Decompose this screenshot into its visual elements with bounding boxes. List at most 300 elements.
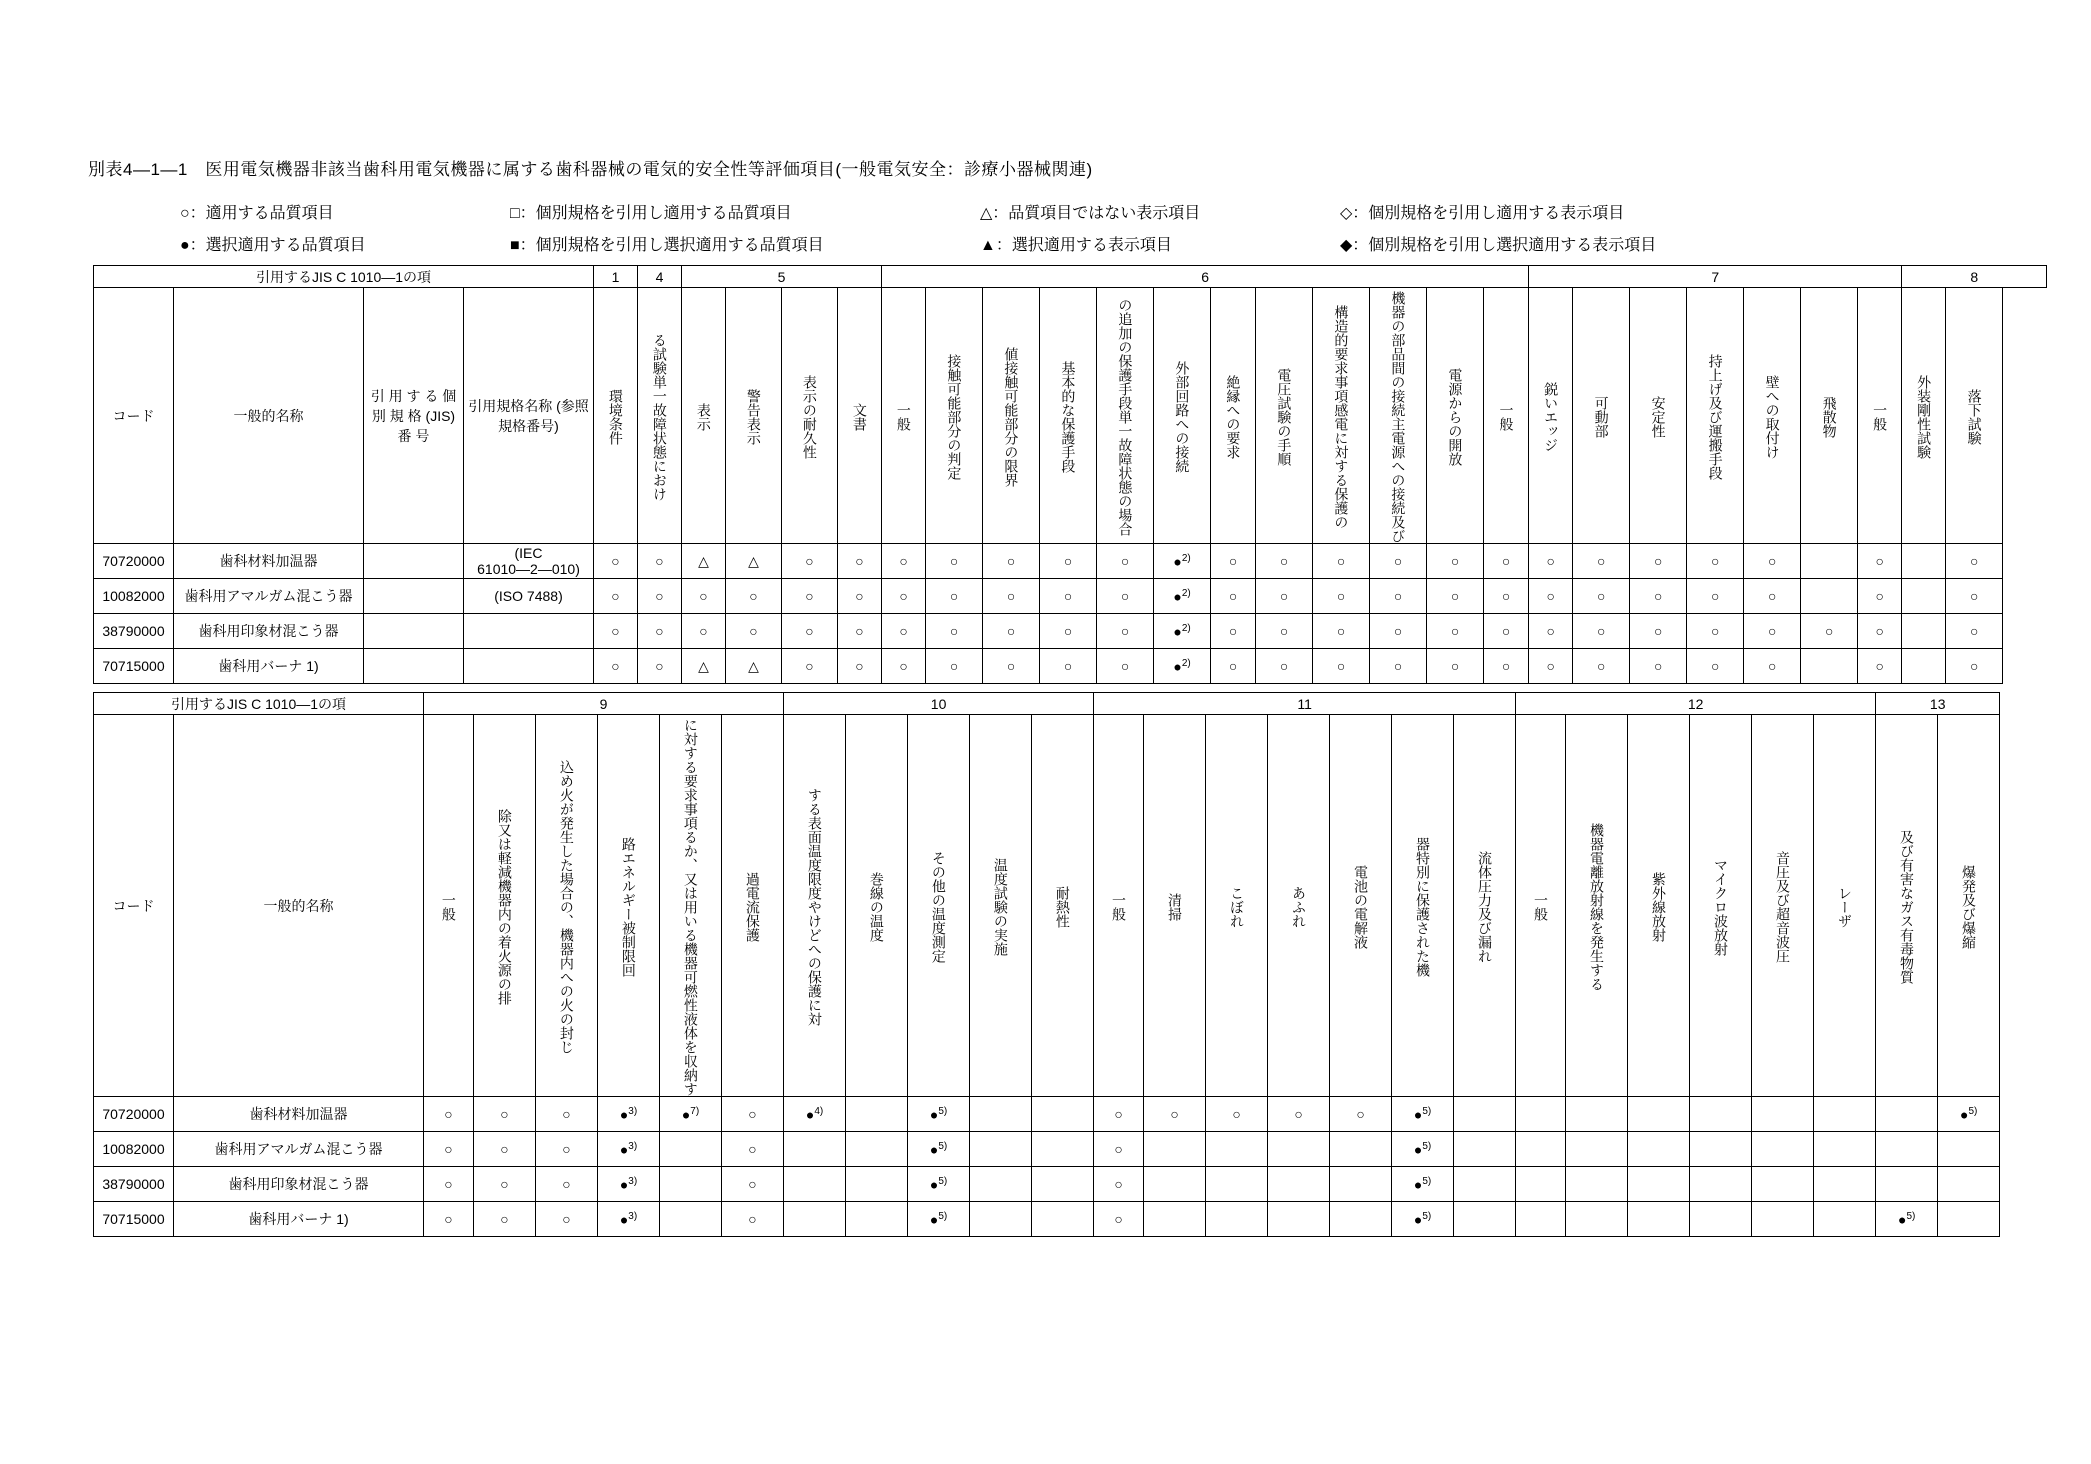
- table-row: [94, 614, 2047, 649]
- cell-mark: ○: [536, 1097, 598, 1132]
- cell-mark: ○: [1097, 649, 1154, 684]
- cell-mark: ○: [722, 1167, 784, 1202]
- col-header-14: 電圧試験の手順: [1256, 288, 1313, 544]
- cell-mark: ○: [1484, 579, 1529, 614]
- cell-mark: ●$^{3)}$: [598, 1202, 660, 1237]
- jis-header-1: 引用するJIS C 1010―1の項: [94, 266, 594, 288]
- col2-header-24: レーザ: [1814, 715, 1876, 1097]
- cell-mark: [1206, 1167, 1268, 1202]
- cell-mark: △: [682, 544, 726, 579]
- row-jis-no: [364, 614, 464, 649]
- row-code: 38790000: [94, 1167, 174, 1202]
- group-number-1: 1: [594, 266, 638, 288]
- cell-mark: ○: [926, 544, 983, 579]
- col-header-18: 一般: [1484, 288, 1529, 544]
- cell-mark: [1454, 1097, 1516, 1132]
- legend-item-diamond: ◇：個別規格を引用し適用する表示項目: [1340, 205, 1625, 222]
- cell-mark: [1902, 579, 1946, 614]
- cell-mark: ○: [1211, 579, 1256, 614]
- col2-header-3: 込め火が発生した場合の、機器内への火の封じ: [536, 715, 598, 1097]
- cell-mark: ○: [1370, 649, 1427, 684]
- cell-mark: ○: [1744, 544, 1801, 579]
- cell-mark: ○: [1211, 544, 1256, 579]
- cell-mark: ○: [1630, 649, 1687, 684]
- cell-mark: ○: [1313, 614, 1370, 649]
- cell-mark: ○: [722, 1202, 784, 1237]
- cell-mark: ●$^{3)}$: [598, 1167, 660, 1202]
- cell-mark: [1902, 614, 1946, 649]
- cell-mark: [1814, 1132, 1876, 1167]
- cell-mark: ○: [1256, 544, 1313, 579]
- cell-mark: [1516, 1132, 1566, 1167]
- col-header-1: 環境条件: [594, 288, 638, 544]
- cell-mark: ○: [1427, 649, 1484, 684]
- cell-mark: [1032, 1097, 1094, 1132]
- cell-mark: ○: [1946, 544, 2003, 579]
- cell-mark: ○: [1330, 1097, 1392, 1132]
- cell-mark: ○: [1094, 1132, 1144, 1167]
- cell-mark: ○: [1687, 614, 1744, 649]
- header-code-1: コード: [94, 288, 174, 544]
- col-header-5: 表示の耐久性: [782, 288, 838, 544]
- col-header-17: 電源からの開放: [1427, 288, 1484, 544]
- col-header-9: 値接触可能部分の限界: [983, 288, 1040, 544]
- col-header-25: 一般: [1858, 288, 1902, 544]
- col2-header-25: 及び有害なガス有毒物質: [1876, 715, 1938, 1097]
- cell-mark: [1938, 1202, 2000, 1237]
- cell-mark: [1144, 1167, 1206, 1202]
- cell-mark: ●$^{5)}$: [1876, 1202, 1938, 1237]
- cell-mark: ○: [882, 544, 926, 579]
- col2-header-23: 音圧及び超音波圧: [1752, 715, 1814, 1097]
- cell-mark: ○: [1268, 1097, 1330, 1132]
- cell-mark: ○: [882, 649, 926, 684]
- col-header-10: 基本的な保護手段: [1040, 288, 1097, 544]
- row-ref-name: [464, 649, 594, 684]
- cell-mark: [1516, 1167, 1566, 1202]
- cell-mark: ○: [1946, 649, 2003, 684]
- cell-mark: ○: [1946, 579, 2003, 614]
- table-row: [94, 1202, 2000, 1237]
- col-header-7: 一般: [882, 288, 926, 544]
- col-header-3: 表示: [682, 288, 726, 544]
- cell-mark: ○: [726, 614, 782, 649]
- cell-mark: ○: [1573, 579, 1630, 614]
- group-number-12: 12: [1516, 693, 1876, 715]
- cell-mark: ○: [536, 1167, 598, 1202]
- row-ref-name: (IEC 61010―2―010): [464, 544, 594, 579]
- cell-mark: ●$^{2)}$: [1154, 649, 1211, 684]
- cell-mark: ○: [1946, 614, 2003, 649]
- cell-mark: [1938, 1132, 2000, 1167]
- col2-header-21: 紫外線放射: [1628, 715, 1690, 1097]
- cell-mark: ○: [1427, 579, 1484, 614]
- row-jis-no: [364, 544, 464, 579]
- cell-mark: [846, 1202, 908, 1237]
- cell-mark: ○: [722, 1097, 784, 1132]
- cell-mark: [1752, 1167, 1814, 1202]
- cell-mark: [1628, 1132, 1690, 1167]
- row-code: 70720000: [94, 1097, 174, 1132]
- cell-mark: [1032, 1202, 1094, 1237]
- cell-mark: [1876, 1167, 1938, 1202]
- cell-mark: [970, 1097, 1032, 1132]
- cell-mark: [660, 1132, 722, 1167]
- cell-mark: [970, 1167, 1032, 1202]
- cell-mark: ○: [424, 1132, 474, 1167]
- row-name: 歯科用アマルガム混こう器: [174, 1132, 424, 1167]
- cell-mark: ○: [782, 544, 838, 579]
- cell-mark: ○: [1040, 614, 1097, 649]
- cell-mark: ●$^{5)}$: [1938, 1097, 2000, 1132]
- cell-mark: ○: [594, 544, 638, 579]
- evaluation-table-1: [93, 265, 2047, 684]
- cell-mark: [1801, 544, 1858, 579]
- col-header-20: 可動部: [1573, 288, 1630, 544]
- cell-mark: ○: [1313, 579, 1370, 614]
- cell-mark: ○: [1630, 614, 1687, 649]
- cell-mark: ○: [638, 614, 682, 649]
- cell-mark: ○: [638, 544, 682, 579]
- legend-item-filled-square: ■：個別規格を引用し選択適用する品質項目: [510, 237, 824, 254]
- cell-mark: ○: [838, 579, 882, 614]
- cell-mark: ●$^{2)}$: [1154, 579, 1211, 614]
- cell-mark: ○: [1529, 544, 1573, 579]
- header-jis-number: 引 用 す る 個 別 規 格 (JIS)番 号: [364, 288, 464, 544]
- cell-mark: ●$^{3)}$: [598, 1132, 660, 1167]
- cell-mark: [1032, 1167, 1094, 1202]
- cell-mark: [1566, 1097, 1628, 1132]
- cell-mark: ●$^{2)}$: [1154, 544, 1211, 579]
- col2-header-19: 一般: [1516, 715, 1566, 1097]
- cell-mark: ●$^{5)}$: [908, 1202, 970, 1237]
- cell-mark: ○: [536, 1132, 598, 1167]
- cell-mark: ○: [1529, 649, 1573, 684]
- cell-mark: [846, 1097, 908, 1132]
- row-name: 歯科材料加温器: [174, 1097, 424, 1132]
- legend-item-circle: ○：適用する品質項目: [180, 205, 334, 222]
- cell-mark: [1814, 1202, 1876, 1237]
- col-header-15: 構造的要求事項感電に対する保護の: [1313, 288, 1370, 544]
- cell-mark: [784, 1132, 846, 1167]
- row-name: 歯科材料加温器: [174, 544, 364, 579]
- cell-mark: [1144, 1202, 1206, 1237]
- group-number-10: 10: [784, 693, 1094, 715]
- cell-mark: ○: [838, 614, 882, 649]
- cell-mark: ○: [926, 579, 983, 614]
- cell-mark: ○: [1573, 544, 1630, 579]
- table-row: [94, 1167, 2000, 1202]
- header-ref-standard: 引用規格名称 (参照規格番号): [464, 288, 594, 544]
- cell-mark: ○: [424, 1097, 474, 1132]
- row-name: 歯科用印象材混こう器: [174, 1167, 424, 1202]
- cell-mark: ○: [1858, 579, 1902, 614]
- cell-mark: [1566, 1132, 1628, 1167]
- group-number-5: 5: [682, 266, 882, 288]
- cell-mark: ○: [594, 579, 638, 614]
- cell-mark: ●$^{4)}$: [784, 1097, 846, 1132]
- cell-mark: ○: [1801, 614, 1858, 649]
- cell-mark: ○: [782, 649, 838, 684]
- row-code: 70715000: [94, 649, 174, 684]
- cell-mark: ○: [722, 1132, 784, 1167]
- cell-mark: [1752, 1097, 1814, 1132]
- cell-mark: ○: [882, 614, 926, 649]
- cell-mark: [784, 1202, 846, 1237]
- col-header-12: 外部回路への接続: [1154, 288, 1211, 544]
- row-name: 歯科用印象材混こう器: [174, 614, 364, 649]
- cell-mark: ○: [983, 579, 1040, 614]
- cell-mark: ○: [1529, 579, 1573, 614]
- legend-item-triangle: △：品質項目ではない表示項目: [980, 205, 1201, 222]
- cell-mark: ○: [983, 614, 1040, 649]
- cell-mark: [1814, 1167, 1876, 1202]
- cell-mark: ○: [1744, 614, 1801, 649]
- cell-mark: [784, 1167, 846, 1202]
- col-header-4: 警告表示: [726, 288, 782, 544]
- cell-mark: ○: [1630, 544, 1687, 579]
- cell-mark: ○: [1094, 1097, 1144, 1132]
- cell-mark: [1628, 1097, 1690, 1132]
- cell-mark: [1690, 1097, 1752, 1132]
- cell-mark: [1144, 1132, 1206, 1167]
- cell-mark: ○: [1744, 649, 1801, 684]
- cell-mark: ○: [1206, 1097, 1268, 1132]
- cell-mark: [1690, 1202, 1752, 1237]
- col-header-22: 持上げ及び運搬手段: [1687, 288, 1744, 544]
- cell-mark: ●$^{3)}$: [598, 1097, 660, 1132]
- col-header-16: 機器の部品間の接続主電源への接続及び: [1370, 288, 1427, 544]
- cell-mark: △: [726, 649, 782, 684]
- cell-mark: ○: [1484, 544, 1529, 579]
- col2-header-5: に対する要求事項るか、又は用いる機器可燃性液体を収納す: [660, 715, 722, 1097]
- table-row: [94, 649, 2047, 684]
- cell-mark: ○: [1573, 649, 1630, 684]
- cell-mark: ○: [838, 649, 882, 684]
- cell-mark: [660, 1167, 722, 1202]
- cell-mark: ○: [1484, 614, 1529, 649]
- cell-mark: [1454, 1132, 1516, 1167]
- col-header-26: 外装剛性試験: [1902, 288, 1946, 544]
- cell-mark: [1801, 649, 1858, 684]
- row-code: 70720000: [94, 544, 174, 579]
- cell-mark: ○: [682, 614, 726, 649]
- cell-mark: [1330, 1132, 1392, 1167]
- cell-mark: ○: [1858, 614, 1902, 649]
- cell-mark: ○: [1211, 614, 1256, 649]
- cell-mark: [1566, 1202, 1628, 1237]
- group-number-6: 6: [882, 266, 1529, 288]
- row-code: 70715000: [94, 1202, 174, 1237]
- group-number-4: 4: [638, 266, 682, 288]
- cell-mark: ○: [1858, 649, 1902, 684]
- cell-mark: ○: [926, 614, 983, 649]
- cell-mark: [1206, 1202, 1268, 1237]
- col2-header-1: 一般: [424, 715, 474, 1097]
- cell-mark: [1902, 649, 1946, 684]
- cell-mark: ○: [594, 614, 638, 649]
- cell-mark: ○: [983, 544, 1040, 579]
- cell-mark: ○: [682, 579, 726, 614]
- evaluation-table-2: [93, 692, 2000, 1237]
- group-number-9: 9: [424, 693, 784, 715]
- row-jis-no: [364, 649, 464, 684]
- cell-mark: [1690, 1132, 1752, 1167]
- cell-mark: △: [682, 649, 726, 684]
- cell-mark: ○: [474, 1097, 536, 1132]
- legend-item-square: □：個別規格を引用し適用する品質項目: [510, 205, 792, 222]
- cell-mark: ○: [1370, 579, 1427, 614]
- col-header-19: 鋭いエッジ: [1529, 288, 1573, 544]
- cell-mark: ○: [1094, 1202, 1144, 1237]
- cell-mark: ●$^{5)}$: [1392, 1132, 1454, 1167]
- cell-mark: [1628, 1202, 1690, 1237]
- cell-mark: ○: [474, 1202, 536, 1237]
- col2-header-4: 路エネルギー被制限回: [598, 715, 660, 1097]
- cell-mark: [1268, 1132, 1330, 1167]
- col2-header-17: 器特別に保護された機: [1392, 715, 1454, 1097]
- cell-mark: ○: [1427, 544, 1484, 579]
- col-header-24: 飛散物: [1801, 288, 1858, 544]
- cell-mark: ○: [782, 579, 838, 614]
- cell-mark: ○: [1211, 649, 1256, 684]
- cell-mark: [1206, 1132, 1268, 1167]
- cell-mark: ●$^{2)}$: [1154, 614, 1211, 649]
- group-number-11: 11: [1094, 693, 1516, 715]
- row-name: 歯科用バーナ 1): [174, 1202, 424, 1237]
- cell-mark: [1690, 1167, 1752, 1202]
- col2-header-18: 流体圧力及び漏れ: [1454, 715, 1516, 1097]
- cell-mark: ○: [1256, 614, 1313, 649]
- cell-mark: ○: [1630, 579, 1687, 614]
- cell-mark: △: [726, 544, 782, 579]
- cell-mark: ○: [1370, 614, 1427, 649]
- col2-header-7: する表面温度限度やけどへの保護に対: [784, 715, 846, 1097]
- cell-mark: [1938, 1167, 2000, 1202]
- cell-mark: ○: [638, 649, 682, 684]
- cell-mark: ●$^{5)}$: [1392, 1202, 1454, 1237]
- col-header-2: る試験単一故障状態におけ: [638, 288, 682, 544]
- cell-mark: ○: [1097, 579, 1154, 614]
- cell-mark: ○: [474, 1167, 536, 1202]
- cell-mark: ○: [1313, 649, 1370, 684]
- col2-header-8: 巻線の温度: [846, 715, 908, 1097]
- cell-mark: ○: [638, 579, 682, 614]
- col2-header-10: 温度試験の実施: [970, 715, 1032, 1097]
- cell-mark: [1752, 1202, 1814, 1237]
- row-code: 10082000: [94, 1132, 174, 1167]
- page-title: 別表4―1―1 医用電気機器非該当歯科用電気機器に属する歯科器械の電気的安全性等評価項目(一般電気安全：診療小器械関連): [88, 160, 1093, 179]
- cell-mark: ○: [424, 1202, 474, 1237]
- col2-header-11: 耐熱性: [1032, 715, 1094, 1097]
- cell-mark: [1268, 1167, 1330, 1202]
- row-name: 歯科用アマルガム混こう器: [174, 579, 364, 614]
- row-ref-name: (ISO 7488): [464, 579, 594, 614]
- legend-item-filled-triangle: ▲：選択適用する表示項目: [980, 237, 1172, 254]
- cell-mark: ○: [424, 1167, 474, 1202]
- table-row: [94, 544, 2047, 579]
- cell-mark: [1032, 1132, 1094, 1167]
- row-name: 歯科用バーナ 1): [174, 649, 364, 684]
- table-row: [94, 1097, 2000, 1132]
- cell-mark: ○: [1573, 614, 1630, 649]
- cell-mark: ●$^{5)}$: [908, 1097, 970, 1132]
- cell-mark: ●$^{5)}$: [1392, 1097, 1454, 1132]
- group-number-13: 13: [1876, 693, 2000, 715]
- group-number-8: 8: [1902, 266, 2047, 288]
- legend-item-filled-circle: ●：選択適用する品質項目: [180, 237, 366, 254]
- cell-mark: ●$^{5)}$: [1392, 1167, 1454, 1202]
- cell-mark: ○: [1687, 544, 1744, 579]
- cell-mark: [1516, 1097, 1566, 1132]
- cell-mark: [660, 1202, 722, 1237]
- cell-mark: [1566, 1167, 1628, 1202]
- cell-mark: ○: [726, 579, 782, 614]
- cell-mark: [1752, 1132, 1814, 1167]
- header-generic-name-1: 一般的名称: [174, 288, 364, 544]
- cell-mark: ○: [1313, 544, 1370, 579]
- header-generic-name-2: 一般的名称: [174, 715, 424, 1097]
- col2-header-16: 電池の電解液: [1330, 715, 1392, 1097]
- cell-mark: ○: [1744, 579, 1801, 614]
- cell-mark: ○: [1858, 544, 1902, 579]
- cell-mark: ○: [1256, 579, 1313, 614]
- cell-mark: ●$^{7)}$: [660, 1097, 722, 1132]
- cell-mark: ○: [1144, 1097, 1206, 1132]
- cell-mark: [1876, 1132, 1938, 1167]
- row-ref-name: [464, 614, 594, 649]
- col2-header-15: あふれ: [1268, 715, 1330, 1097]
- col2-header-22: マイクロ波放射: [1690, 715, 1752, 1097]
- cell-mark: ○: [1427, 614, 1484, 649]
- cell-mark: [1454, 1202, 1516, 1237]
- cell-mark: ○: [474, 1132, 536, 1167]
- col2-header-2: 除又は軽減機器内の着火源の排: [474, 715, 536, 1097]
- col2-header-14: こぼれ: [1206, 715, 1268, 1097]
- col-header-21: 安定性: [1630, 288, 1687, 544]
- cell-mark: ○: [1256, 649, 1313, 684]
- cell-mark: [970, 1132, 1032, 1167]
- cell-mark: ●$^{5)}$: [908, 1132, 970, 1167]
- group-number-7: 7: [1529, 266, 1902, 288]
- cell-mark: [1801, 579, 1858, 614]
- cell-mark: [1814, 1097, 1876, 1132]
- cell-mark: ○: [983, 649, 1040, 684]
- cell-mark: ○: [536, 1202, 598, 1237]
- row-jis-no: [364, 579, 464, 614]
- cell-mark: [1268, 1202, 1330, 1237]
- cell-mark: ○: [1040, 544, 1097, 579]
- col2-header-20: 機器電離放射線を発生する: [1566, 715, 1628, 1097]
- cell-mark: ○: [1687, 579, 1744, 614]
- row-code: 10082000: [94, 579, 174, 614]
- cell-mark: ○: [1094, 1167, 1144, 1202]
- cell-mark: ○: [838, 544, 882, 579]
- cell-mark: ○: [1097, 544, 1154, 579]
- cell-mark: ○: [1529, 614, 1573, 649]
- cell-mark: ○: [1484, 649, 1529, 684]
- col-header-13: 絶縁への要求: [1211, 288, 1256, 544]
- col-header-8: 接触可能部分の判定: [926, 288, 983, 544]
- cell-mark: ○: [594, 649, 638, 684]
- col-header-23: 壁への取付け: [1744, 288, 1801, 544]
- col-header-6: 文書: [838, 288, 882, 544]
- col2-header-9: その他の温度測定: [908, 715, 970, 1097]
- cell-mark: [1902, 544, 1946, 579]
- header-code-2: コード: [94, 715, 174, 1097]
- cell-mark: [1454, 1167, 1516, 1202]
- table-row: [94, 1132, 2000, 1167]
